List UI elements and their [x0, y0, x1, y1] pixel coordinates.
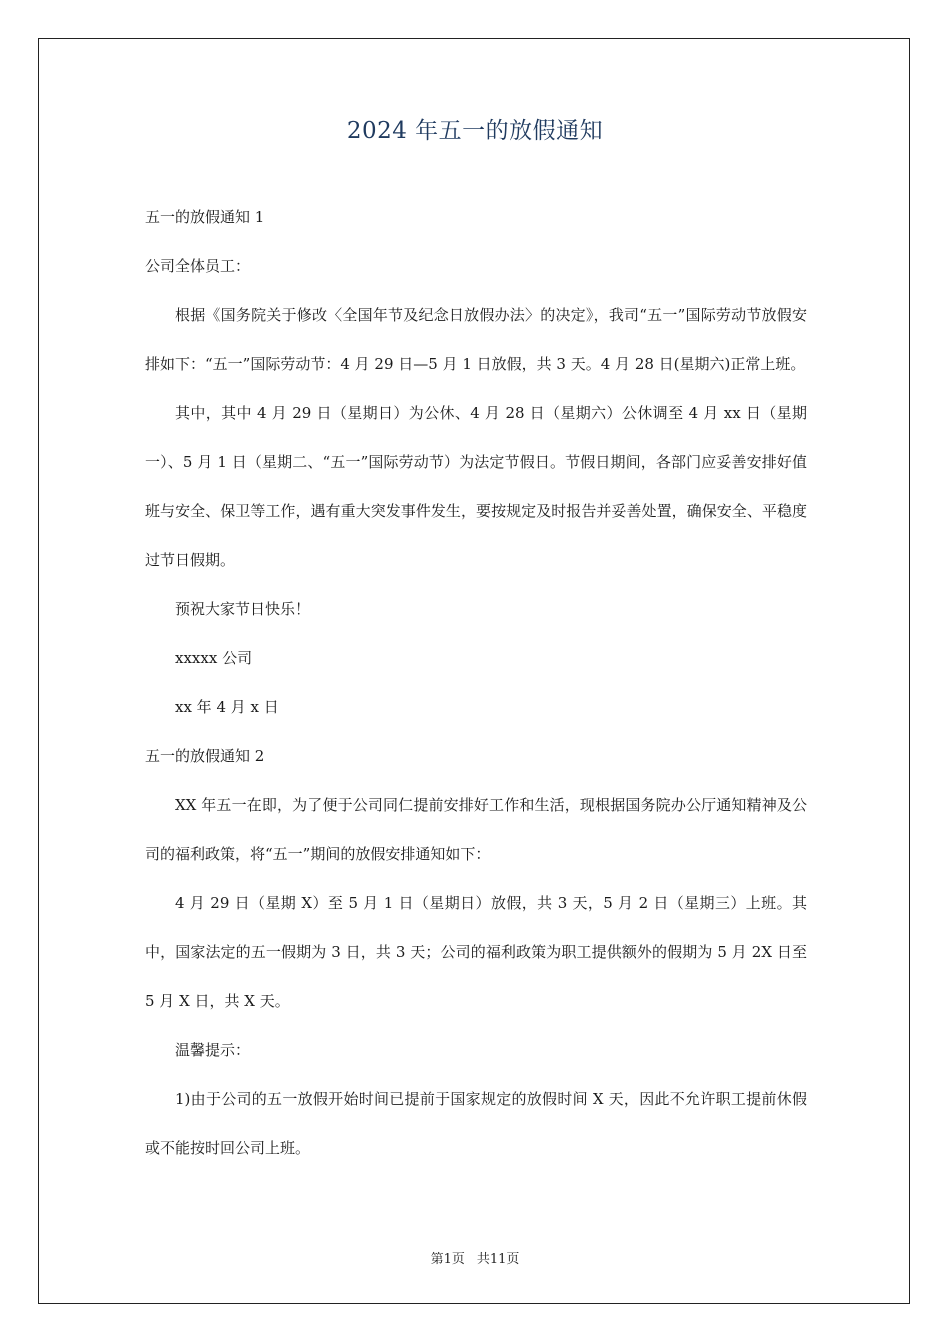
signature-company: xxxxx 公司: [175, 649, 253, 667]
section-heading-1: 五一的放假通知 1: [145, 208, 265, 226]
section-heading-2: 五一的放假通知 2: [145, 747, 265, 765]
paragraph-intro-2: XX 年五一在即，为了便于公司同仁提前安排好工作和生活，现根据国务院办公厅通知精神及公司的福利政策，将“五一”期间的放假安排通知如下：: [145, 796, 807, 863]
paragraph-schedule: 根据《国务院关于修改〈全国年节及纪念日放假办法〉的决定》，我司“五一”国际劳动节放假安排如下：“五一”国际劳动节：4 月 29 日—5 月 1 日放假，共 3 天。4 月 28 日(星期六)正常上班。: [145, 306, 807, 373]
tips-heading: 温馨提示：: [175, 1041, 251, 1059]
signature-date: xx 年 4 月 x 日: [175, 698, 279, 716]
tip-item-1: 1)由于公司的五一放假开始时间已提前于国家规定的放假时间 X 天，因此不允许职工提前休假或不能按时回公司上班。: [145, 1090, 807, 1157]
greeting-line: 预祝大家节日快乐！: [175, 600, 311, 618]
paragraph-schedule-2: 4 月 29 日（星期 X）至 5 月 1 日（星期日）放假，共 3 天，5 月 2 日（星期三）上班。其中，国家法定的五一假期为 3 日，共 3 天；公司的福利政策为职工提供额外的假期为 5 月 2X 日至 5 月 X 日，共 X 天。: [145, 894, 807, 1010]
page-number: 第1页: [430, 1252, 465, 1267]
document-title: 2024 年五一的放假通知: [346, 118, 604, 144]
document-body: [145, 193, 807, 1173]
salutation: 公司全体员工：: [145, 257, 251, 275]
page-total: 共11页: [476, 1252, 520, 1267]
page-footer: [0, 1248, 950, 1267]
paragraph-details: 其中，其中 4 月 29 日（星期日）为公休、4 月 28 日（星期六）公休调至 4 月 xx 日（星期一）、5 月 1 日（星期二、“五一”国际劳动节）为法定节假日。节假日期间，各部门应妥善安排好值班与安全、保卫等工作，遇有重大突发事件发生，要按规定及时报告并妥善处置，确保安全、平稳度过节日假期。: [145, 404, 807, 569]
